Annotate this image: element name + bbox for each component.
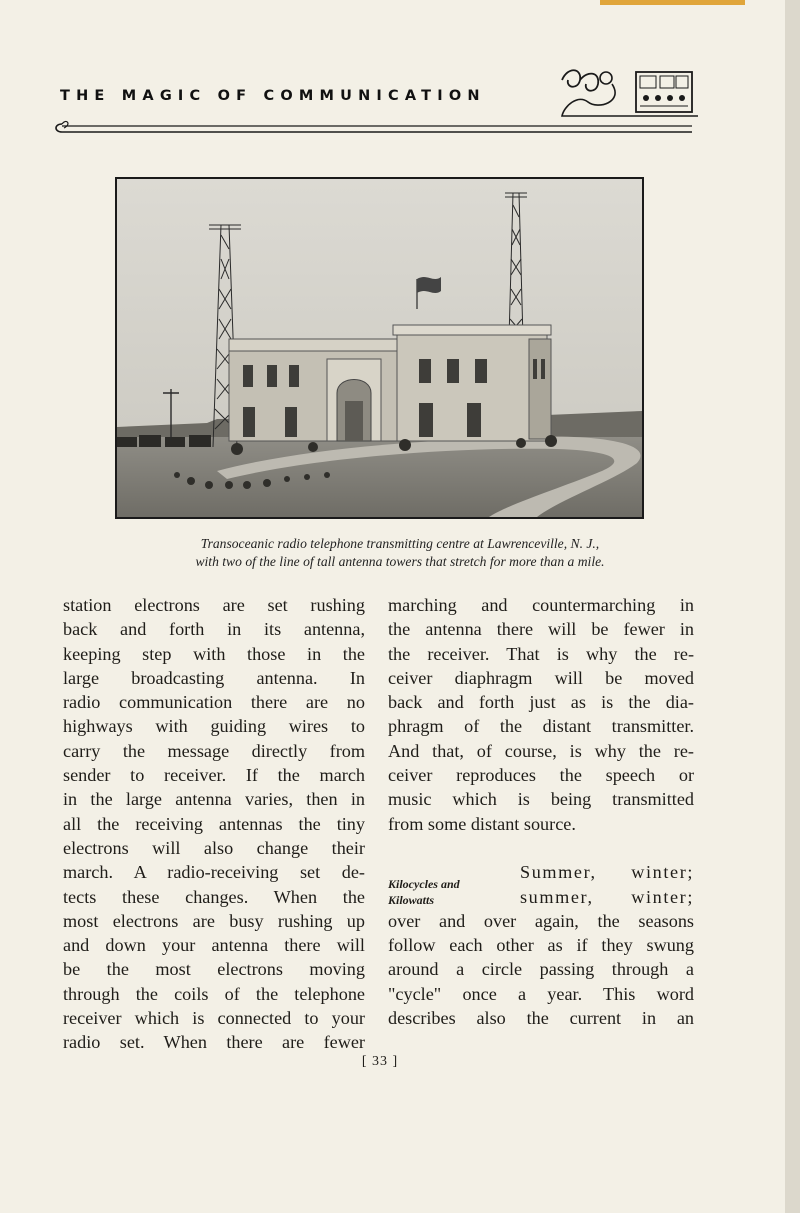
text-line: through the coils of the telephone [63,983,365,1004]
photo-caption-line-1: Transoceanic radio telephone transmitting centre at Lawrenceville, N. J., [200,536,600,551]
text-line: receiver which is connected to your [63,1008,365,1029]
text-line: electrons will also change their [63,837,365,858]
text-line: music which is being transmitted [388,789,694,810]
text-line: march. A radio-receiving set de- [63,862,365,883]
text-line: all the receiving antennas the tiny [63,813,365,834]
text-line: keeping step with those in the [63,643,365,664]
text-line: large broadcasting antenna. In [63,667,365,688]
text-line: carry the message directly from [63,740,365,761]
photo-illustration [117,179,642,517]
text-line: ceiver reproduces the speech or [388,765,694,786]
text-line: follow each other as if they swung [388,935,694,956]
side-heading-line: Kilowatts [388,893,435,907]
text-line: most electrons are busy rushing up [63,910,365,931]
text-line: radio communication there are no [63,692,365,713]
run-in-line: Summer, winter; [520,862,694,883]
text-line: ceiver diaphragm will be moved [388,667,694,688]
side-heading [388,876,460,908]
page-number: [ 33 ] [361,1054,399,1069]
text-line: from some distant source. [388,813,576,834]
text-line: tects these changes. When the [63,886,365,907]
text-line: in the large antenna varies, then in [63,789,365,810]
text-line: around a circle passing through a [388,959,694,980]
text-line: radio set. When there are fewer [63,1032,365,1053]
photo-caption-line-2: with two of the line of tall antenna towers that stretch for more than a mile. [195,554,605,569]
run-in-line: summer, winter; [520,886,694,907]
running-title: THE MAGIC OF COMMUNICATION [60,88,486,104]
text-line: back and forth in its antenna, [63,619,365,640]
text-line: and down your antenna there will [63,935,365,956]
text-line: be the most electrons moving [63,959,365,980]
side-heading-line: Kilocycles and [388,877,460,891]
text-line: over and over again, the seasons [388,910,694,931]
radio-ornament-icon [558,62,700,124]
paragraph-gap [388,836,694,860]
left-column [63,593,365,1055]
text-line: back and forth just as is the dia- [388,692,694,713]
text-line: highways with guiding wires to [63,716,365,737]
text-line: And that, of course, is why the re- [388,740,694,761]
page-edge [785,0,800,1213]
text-line: phragm of the distant transmitter. [388,716,694,737]
transmitter-building-photo [115,177,644,519]
text-line: marching and countermarching in [388,595,694,615]
page-tab-strip [600,0,745,5]
text-line: station electrons are set rushing [63,595,365,615]
text-line: "cycle" once a year. This word [388,983,694,1004]
text-line: the antenna there will be fewer in [388,619,694,640]
text-line: sender to receiver. If the march [63,765,365,786]
text-line: the receiver. That is why the re- [388,643,694,664]
text-line: describes also the current in an [388,1008,694,1029]
right-column [388,593,694,1030]
